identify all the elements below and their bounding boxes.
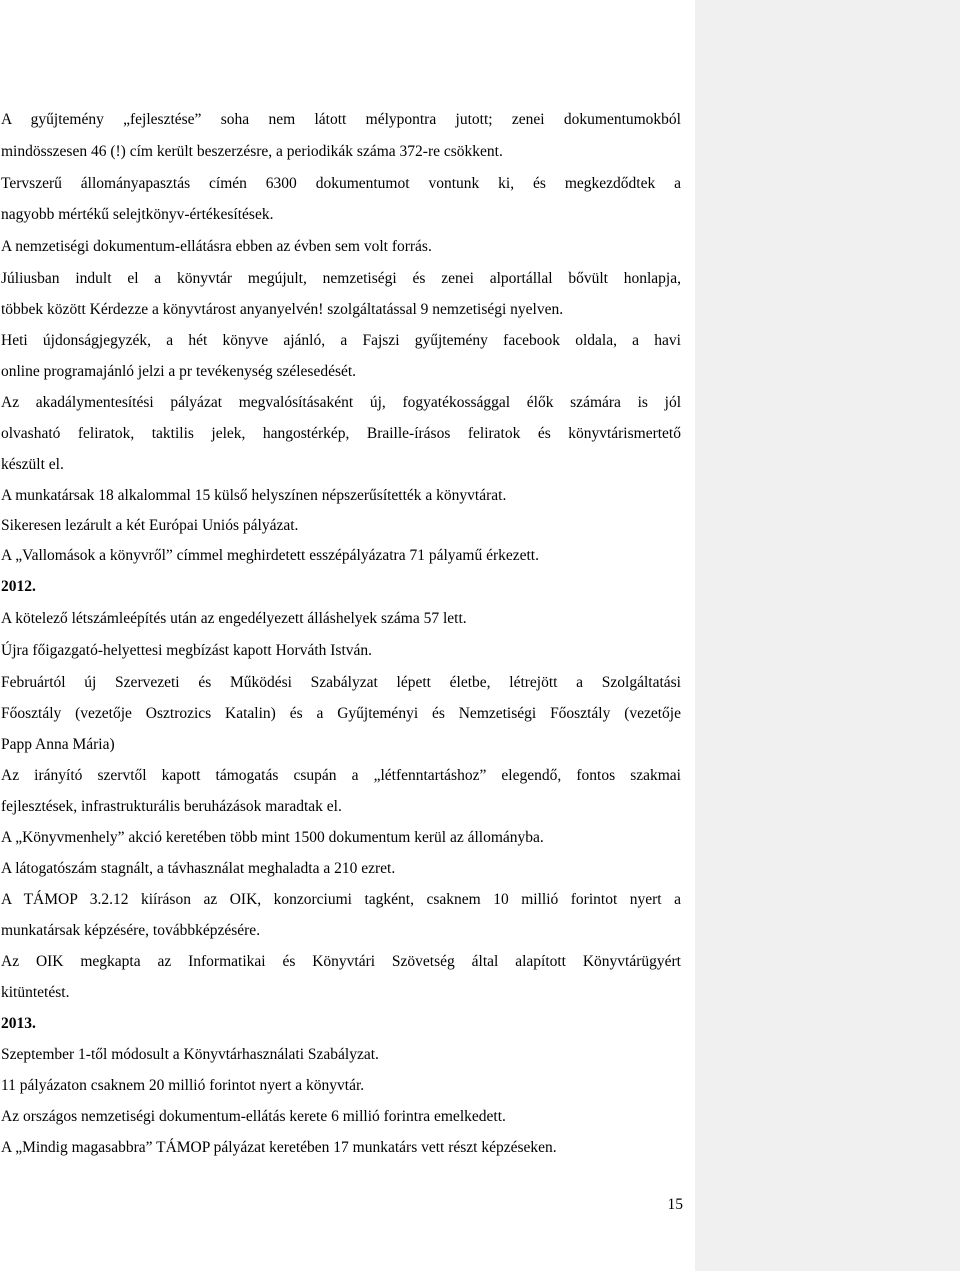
comment-margin-pane: [695, 0, 960, 1271]
text-line: mindösszesen 46 (!) cím került beszerzésre, a periodikák száma 372-re csökkent.: [1, 143, 503, 160]
text-line: Februártól új Szervezeti és Működési Szabályzat lépett életbe, létrejött a Szolgáltatási: [1, 674, 681, 691]
text-line: nagyobb mértékű selejtkönyv-értékesítések.: [1, 206, 274, 223]
year-heading: 2013.: [1, 1015, 36, 1032]
text-line: Az országos nemzetiségi dokumentum-ellátás kerete 6 millió forintra emelkedett.: [1, 1108, 506, 1125]
text-line: Főosztály (vezetője Osztrozics Katalin) és a Gyűjteményi és Nemzetiségi Főosztály (vezetője: [1, 705, 681, 722]
year-heading: 2012.: [1, 578, 36, 595]
text-line: A gyűjtemény „fejlesztése” soha nem látott mélypontra jutott; zenei dokumentumokból: [1, 111, 681, 128]
text-line: fejlesztések, infrastrukturális beruházások maradtak el.: [1, 798, 342, 815]
text-line: A TÁMOP 3.2.12 kiíráson az OIK, konzorciumi tagként, csaknem 10 millió forintot nyert a: [1, 891, 681, 908]
text-line: A munkatársak 18 alkalommal 15 külső helyszínen népszerűsítették a könyvtárat.: [1, 487, 507, 504]
text-line: A „Könyvmenhely” akció keretében több mint 1500 dokumentum kerül az állományba.: [1, 829, 544, 846]
text-line: olvasható feliratok, taktilis jelek, hangostérkép, Braille-írásos feliratok és könyvtárismertető: [1, 425, 681, 442]
text-line: Szeptember 1-től módosult a Könyvtárhasználati Szabályzat.: [1, 1046, 379, 1063]
text-line: A nemzetiségi dokumentum-ellátásra ebben az évben sem volt forrás.: [1, 238, 432, 255]
text-line: A kötelező létszámleépítés után az engedélyezett álláshelyek száma 57 lett.: [1, 610, 467, 627]
text-line: kitüntetést.: [1, 984, 70, 1001]
text-line: Júliusban indult el a könyvtár megújult, nemzetiségi és zenei alportállal bővült honlapja,: [1, 270, 681, 287]
page-number: 15: [667, 1196, 683, 1213]
text-line: online programajánló jelzi a pr tevékenység szélesedését.: [1, 363, 357, 380]
text-line: Tervszerű állományapasztás címén 6300 dokumentumot vontunk ki, és megkezdődtek a: [1, 175, 681, 192]
text-line: készült el.: [1, 456, 64, 473]
text-line: A látogatószám stagnált, a távhasználat meghaladta a 210 ezret.: [1, 860, 396, 877]
text-line: Papp Anna Mária): [1, 736, 115, 753]
text-line: Az OIK megkapta az Informatikai és Könyvtári Szövetség által alapított Könyvtárügyért: [1, 953, 681, 970]
text-line: többek között Kérdezze a könyvtárost anyanyelvén! szolgáltatással 9 nemzetiségi nyelven.: [1, 301, 564, 318]
text-line: Heti újdonságjegyzék, a hét könyve ajánló, a Fajszi gyűjtemény facebook oldala, a havi: [1, 332, 681, 349]
text-line: Sikeresen lezárult a két Európai Uniós pályázat.: [1, 517, 299, 534]
text-line: A „Vallomások a könyvről” címmel meghirdetett esszépályázatra 71 pályamű érkezett.: [1, 547, 539, 564]
text-line: Az irányító szervtől kapott támogatás csupán a „létfenntartáshoz” elegendő, fontos szakmai: [1, 767, 681, 784]
text-line: A „Mindig magasabbra” TÁMOP pályázat keretében 17 munkatárs vett részt képzéseken.: [1, 1139, 557, 1156]
text-line: 11 pályázaton csaknem 20 millió forintot nyert a könyvtár.: [1, 1077, 365, 1094]
text-line: munkatársak képzésére, továbbképzésére.: [1, 922, 261, 939]
text-line: Újra főigazgató-helyettesi megbízást kapott Horváth István.: [1, 642, 373, 659]
text-line: Az akadálymentesítési pályázat megvalósításaként új, fogyatékossággal élők számára is jól: [1, 394, 681, 411]
